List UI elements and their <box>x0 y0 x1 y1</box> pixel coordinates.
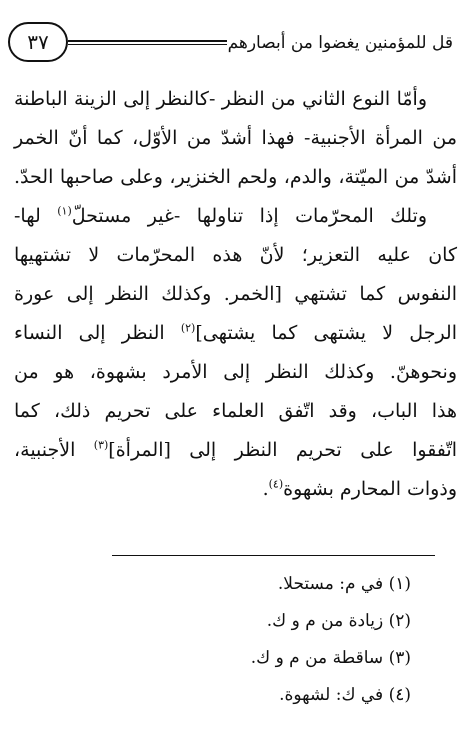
text-line: الرجل لا يشتهى كما يشتهى]$^{(٢)}$ النظر إلى النساء <box>14 321 457 344</box>
running-header <box>8 20 453 70</box>
main-text <box>14 80 457 509</box>
text-line: اتّفقوا على تحريم النظر إلى [المرأة]$^{(٣)}$ الأجنبية، <box>14 438 457 461</box>
page-number: ٣٧ <box>8 22 68 62</box>
footnote: (٤) في ك: لشهوة. <box>279 685 411 705</box>
header-rule <box>68 40 227 45</box>
text-line: النفوس كما تشتهي [الخمر. وكذلك النظر إلى عورة <box>14 283 457 305</box>
footnote-marker: (١) <box>57 204 72 218</box>
footnote-marker: (٢) <box>180 321 196 335</box>
text-line: وأمّا النوع الثاني من النظر -كالنظر إلى الزينة الباطنة <box>14 88 427 110</box>
footnotes <box>40 566 411 714</box>
footnote: (٢) زيادة من م و ك. <box>266 611 411 631</box>
footnote-separator <box>112 555 435 556</box>
text-line: هذا الباب، وقد اتّفق العلماء على تحريم ذلك، كما <box>14 400 457 422</box>
footnote-marker: (٤) <box>268 477 284 491</box>
text-line: وتلك المحرّمات إذا تناولها -غير مستحلّ$^{(١)}$ لها- <box>14 204 428 227</box>
text-line: ونحوهنّ. وكذلك النظر إلى الأمرد بشهوة، هو من <box>14 361 457 383</box>
footnote-marker: (٣) <box>93 438 109 452</box>
text-line: وذوات المحارم بشهوة$^{(٤)}$. <box>262 477 457 500</box>
footnote: (١) في م: مستحلا. <box>277 574 411 594</box>
text-line: أشدّ من الميّتة، والدم، ولحم الخنزير، وعلى صاحبها الحدّ. <box>14 166 457 188</box>
text-line: من المرأة الأجنبية- فهذا أشدّ من الأوّل، كما أنّ الخمر <box>14 127 457 149</box>
header-title: قل للمؤمنين يغضوا من أبصارهم <box>227 33 453 53</box>
footnote: (٣) ساقطة من م و ك. <box>250 648 411 668</box>
text-line: كان عليه التعزير؛ لأنّ هذه المحرّمات لا تشتهيها <box>14 244 457 266</box>
